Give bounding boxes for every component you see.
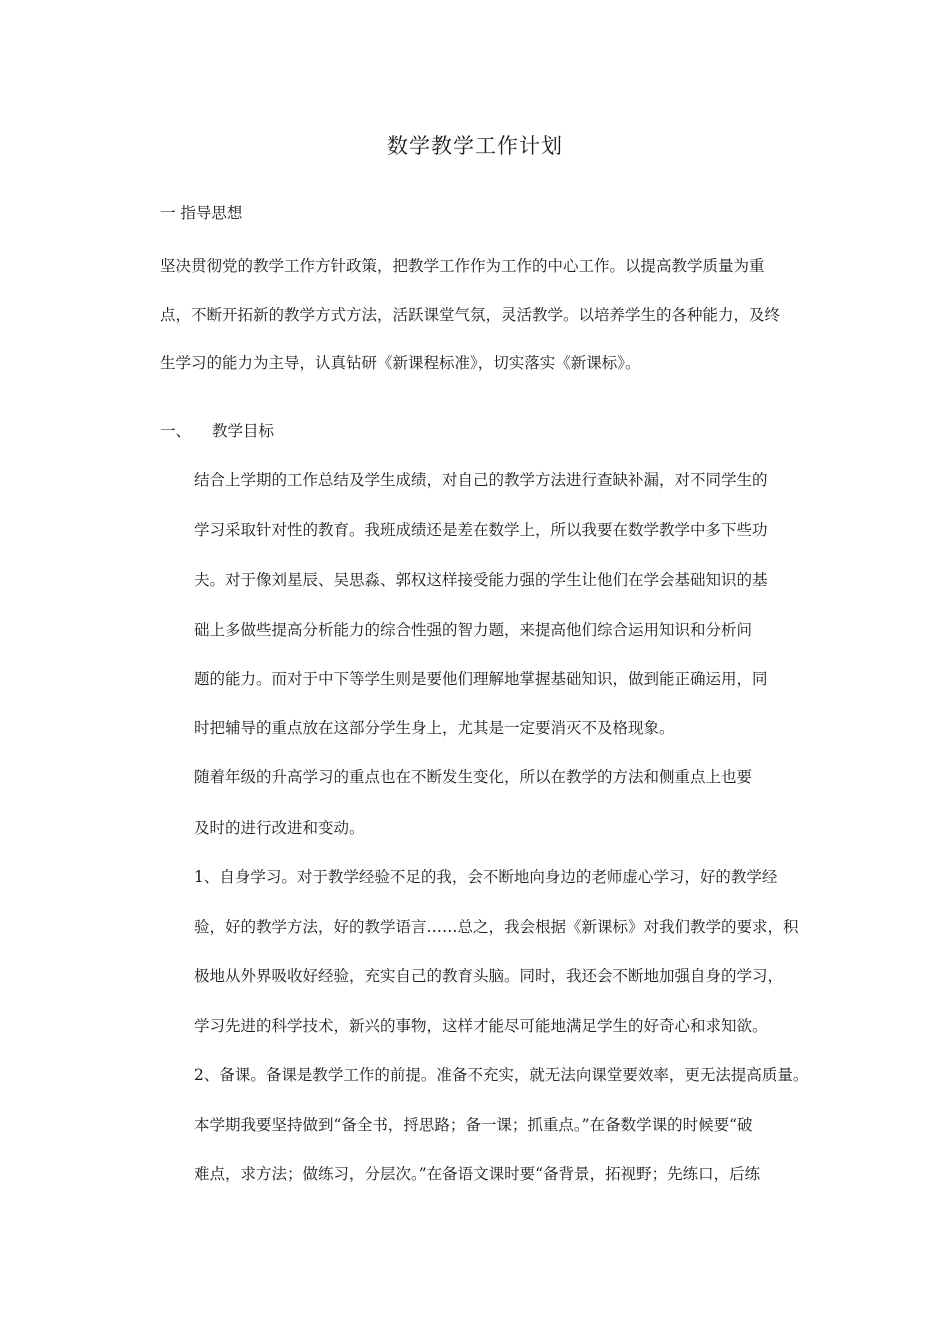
paragraph-line: 题的能力。而对于中下等学生则是要他们理解地掌握基础知识，做到能正确运用，同 (194, 670, 768, 688)
paragraph-line: 结合上学期的工作总结及学生成绩，对自己的教学方法进行查缺补漏，对不同学生的 (194, 471, 768, 489)
document-title: 数学教学工作计划 (387, 134, 563, 158)
paragraph-line: 随着年级的升高学习的重点也在不断发生变化，所以在教学的方法和侧重点上也要 (194, 768, 753, 786)
paragraph-line: 夫。对于像刘星辰、吴思淼、郭权这样接受能力强的学生让他们在学会基础知识的基 (194, 571, 768, 589)
paragraph-line: 生学习的能力为主导，认真钻研《新课程标准》，切实落实《新课标》。 (160, 354, 641, 372)
paragraph-line: 极地从外界吸收好经验，充实自己的教育头脑。同时，我还会不断地加强自身的学习， (194, 967, 784, 985)
paragraph-line: 本学期我要坚持做到“备全书，捋思路；备一课；抓重点。”在备数学课的时候要“破 (194, 1116, 753, 1134)
paragraph-line: 础上多做些提高分析能力的综合性强的智力题，来提高他们综合运用知识和分析问 (194, 621, 753, 639)
paragraph-line: 学习采取针对性的教育。我班成绩还是差在数学上，所以我要在数学教学中多下些功 (194, 521, 768, 539)
paragraph-line: 坚决贯彻党的教学工作方针政策，把教学工作作为工作的中心工作。以提高教学质量为重 (160, 257, 765, 275)
paragraph-line: 1、自身学习。对于教学经验不足的我，会不断地向身边的老师虚心学习，好的教学经 (194, 868, 778, 886)
paragraph-line: 点，不断开拓新的教学方式方法，活跃课堂气氛，灵活教学。以培养学生的各种能力，及终 (160, 306, 781, 324)
paragraph-line: 学习先进的科学技术，新兴的事物，这样才能尽可能地满足学生的好奇心和求知欲。 (194, 1017, 768, 1035)
paragraph-line: 及时的进行改进和变动。 (194, 819, 365, 837)
section-heading-teaching-goals (160, 421, 274, 441)
section-number: 一、 (160, 422, 192, 440)
paragraph-line: 难点，求方法；做练习，分层次。”在备语文课时要“备背景，拓视野；先练口，后练 (194, 1165, 761, 1183)
section-title: 教学目标 (212, 422, 275, 440)
paragraph-line: 时把辅导的重点放在这部分学生身上，尤其是一定要消灭不及格现象。 (194, 719, 675, 737)
section-heading-guiding-ideology: 一 指导思想 (160, 204, 243, 222)
paragraph-line: 2、备课。备课是教学工作的前提。准备不充实，就无法向课堂要效率，更无法提高质量。 (194, 1066, 809, 1084)
paragraph-line: 验，好的教学方法，好的教学语言……总之，我会根据《新课标》对我们教学的要求，积 (194, 918, 799, 936)
